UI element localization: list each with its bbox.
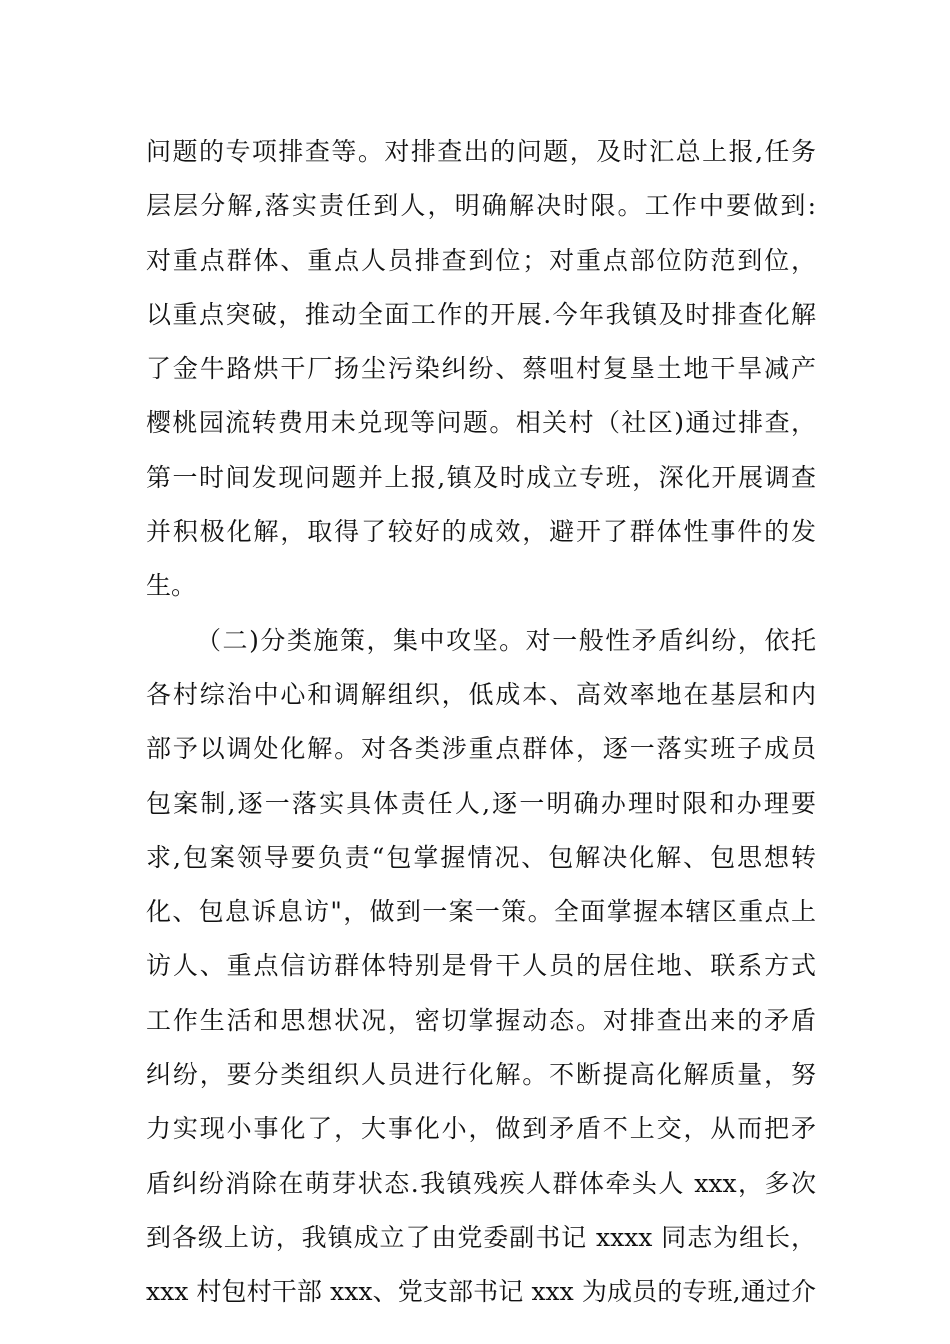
paragraph-line: 对重点群体、重点人员排查到位；对重点部位防范到位， xyxy=(146,245,816,275)
paragraph-line: 樱桃园流转费用未兑现等问题。相关村（社区)通过排查， xyxy=(146,408,816,438)
paragraph-line: 生。 xyxy=(146,571,197,601)
paragraph-line: 工作生活和思想状况，密切掌握动态。对排查出来的矛盾 xyxy=(146,1005,816,1035)
paragraph-line: 力实现小事化了，大事化小，做到矛盾不上交，从而把矛 xyxy=(146,1114,816,1144)
paragraph-line: 以重点突破，推动全面工作的开展.今年我镇及时排查化解 xyxy=(146,299,816,329)
paragraph-line: 层层分解,落实责任到人，明确解决时限。工作中要做到: xyxy=(146,191,816,221)
paragraph-line: 访人、重点信访群体特别是骨干人员的居住地、联系方式 xyxy=(146,951,816,981)
paragraph-line: 各村综治中心和调解组织，低成本、高效率地在基层和内 xyxy=(146,679,816,709)
paragraph-line: 第一时间发现问题并上报,镇及时成立专班，深化开展调查 xyxy=(146,462,816,492)
paragraph-line: 盾纠纷消除在萌芽状态.我镇残疾人群体牵头人 xxx，多次 xyxy=(146,1168,816,1198)
paragraph-line: 了金牛路烘干厂扬尘污染纠纷、蔡咀村复垦土地干旱减产 xyxy=(146,354,816,384)
paragraph-line: 到各级上访，我镇成立了由党委副书记 xxxx 同志为组长， xyxy=(146,1222,816,1252)
paragraph-line: 并积极化解，取得了较好的成效，避开了群体性事件的发 xyxy=(146,517,816,547)
paragraph-line: 化、包息诉息访"，做到一案一策。全面掌握本辖区重点上 xyxy=(146,897,816,927)
paragraph-line: xxx 村包村干部 xxx、党支部书记 xxx 为成员的专班,通过介 xyxy=(146,1277,816,1307)
paragraph-line: 纠纷，要分类组织人员进行化解。不断提高化解质量，努 xyxy=(146,1060,816,1090)
section-heading-line: （二)分类施策，集中攻坚。对一般性矛盾纠纷，依托 xyxy=(196,625,816,655)
paragraph-line: 部予以调处化解。对各类涉重点群体，逐一落实班子成员 xyxy=(146,734,816,764)
paragraph-line: 包案制,逐一落实具体责任人,逐一明确办理时限和办理要 xyxy=(146,788,816,818)
paragraph-line: 求,包案领导要负责“包掌握情况、包解决化解、包思想转 xyxy=(146,842,816,872)
paragraph-line: 问题的专项排查等。对排查出的问题，及时汇总上报,任务 xyxy=(146,137,816,166)
document-body xyxy=(146,128,816,1323)
